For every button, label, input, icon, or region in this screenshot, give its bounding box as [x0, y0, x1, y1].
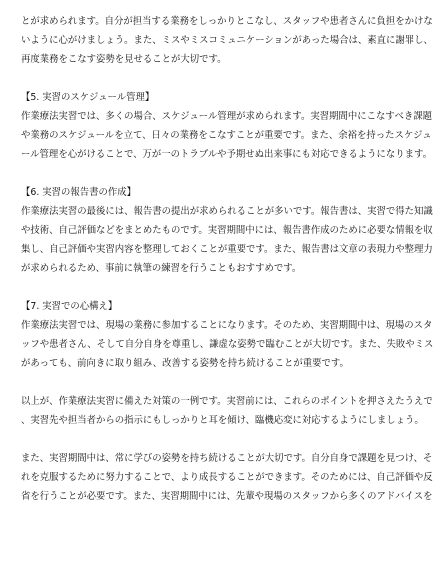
paragraph-gap: [21, 69, 389, 88]
paragraph-line: や技術、自己評価などをまとめたものです。実習期間中には、報告書作成のために必要な情報を収: [21, 225, 433, 236]
paragraph-line: ッフや患者さん、そして自分自身を尊重し、謙虚な姿勢で臨むことが大切です。また、失敗やミス: [21, 339, 433, 350]
paragraph-line: があっても、前向きに取り組み、改善する姿勢を持ち続けることが重要です。: [21, 358, 349, 369]
paragraph-line: 集し、自己評価や実習内容を整理しておくことが重要です。また、報告書は文章の表現力や整理力: [21, 244, 433, 255]
paragraph-line: 、実習先や担当者からの指示にもしっかりと耳を傾け、臨機応変に対応するようにしましょう。: [21, 415, 424, 426]
paragraph-line: 再度業務をこなす姿勢を見せることが大切です。: [21, 54, 227, 65]
paragraph-gap: [21, 373, 389, 392]
paragraph-gap: [21, 278, 389, 297]
paragraph-line: 作業療法実習では、現場の業務に参加することになります。そのため、実習期間中は、現場のスタ: [21, 320, 433, 331]
closing-paragraph: [21, 449, 433, 506]
paragraph-line: 以上が、作業療法実習に備えた対策の一例です。実習前には、これらのポイントを押さえたうえで: [21, 396, 433, 407]
paragraph-gap: [21, 430, 389, 449]
paragraph-line: 省を行うことが必要です。また、実習期間中には、先輩や現場のスタッフから多くのアドバイスを: [21, 491, 433, 502]
intro-paragraph: [21, 12, 433, 69]
paragraph-line: とが求められます。自分が担当する業務をしっかりとこなし、スタッフや患者さんに負担をかけな: [21, 16, 433, 27]
paragraph-line: 作業療法実習の最後には、報告書の提出が求められることが多いです。報告書は、実習で得た知識: [21, 206, 433, 217]
section-7: [21, 297, 433, 373]
section-5: [21, 88, 433, 164]
summary-paragraph: [21, 392, 433, 430]
paragraph-line: が求められるため、事前に執筆の練習を行うこともおすすめです。: [21, 263, 302, 274]
paragraph-line: ール管理を心がけることで、万が一のトラブルや予期せぬ出来事にも対応できるようになります。: [21, 149, 433, 160]
section-heading: 【7. 実習での心構え】: [21, 301, 118, 312]
paragraph-line: また、実習期間中は、常に学びの姿勢を持ち続けることが大切です。自分自身で課題を見つけ、そ: [21, 453, 433, 464]
paragraph-line: 作業療法実習では、多くの場合、スケジュール管理が求められます。実習期間中にこなすべき課題: [21, 111, 433, 122]
section-6: [21, 183, 433, 278]
paragraph-line: いように心がけましょう。また、ミスやミスコミュニケーションがあった場合は、素直に謝罪し、: [21, 35, 433, 46]
paragraph-gap: [21, 164, 389, 183]
section-heading: 【5. 実習のスケジュール管理】: [21, 92, 155, 103]
section-heading: 【6. 実習の報告書の作成】: [21, 187, 137, 198]
paragraph-line: や業務のスケジュールを立て、日々の業務をこなすことが重要です。また、余裕を持ったスケジュ: [21, 130, 432, 141]
paragraph-line: れを克服するために努力することで、より成長することができます。そのためには、自己評価や反: [21, 472, 433, 483]
